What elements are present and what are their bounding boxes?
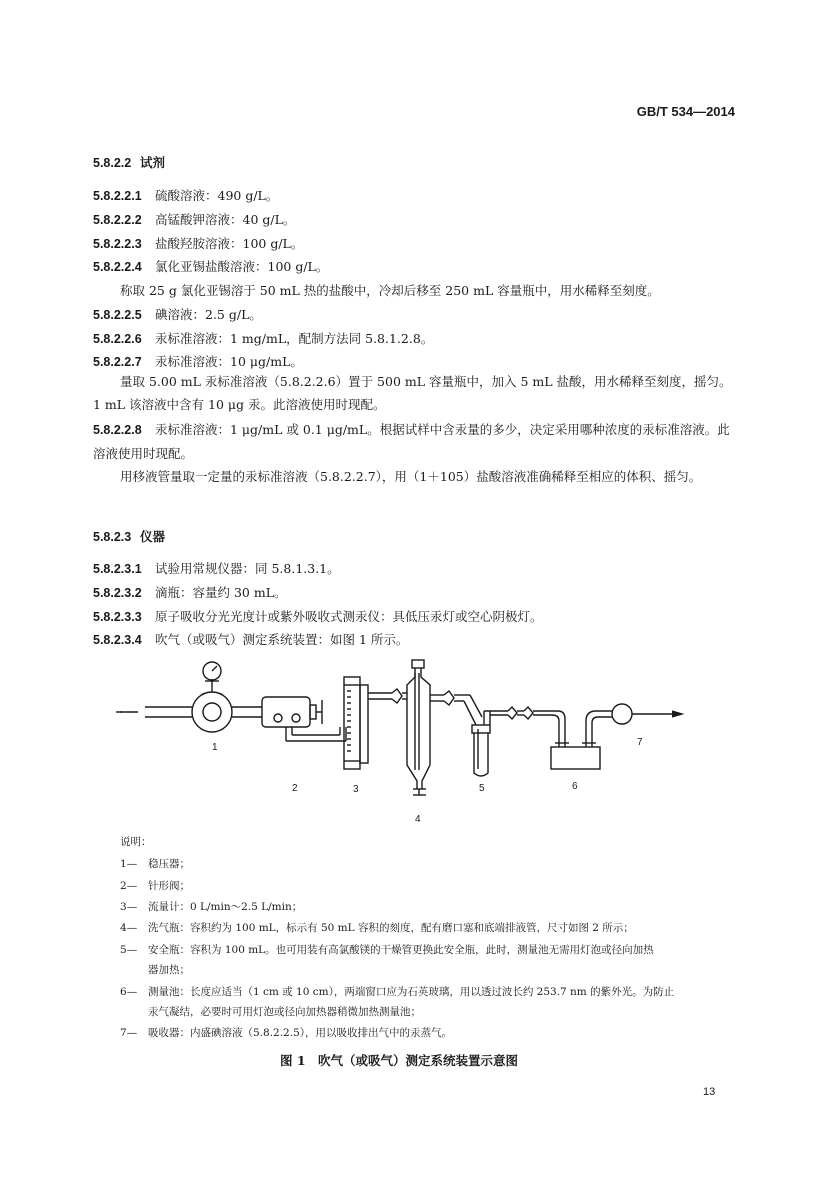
legend-item	[120, 1025, 452, 1040]
clause-number: 5.8.2.2.4	[93, 260, 142, 274]
reagent-line	[93, 186, 278, 204]
figure-label: 5	[479, 783, 485, 794]
figure-label: 6	[572, 781, 578, 792]
section-heading-apparatus	[93, 527, 165, 545]
legend-item	[120, 942, 654, 957]
clause-number: 5.8.2.3.2	[93, 586, 142, 600]
figure-label: 4	[415, 814, 421, 825]
clause-number: 5.8.2.2.6	[93, 332, 142, 346]
apparatus-diagram	[110, 655, 710, 830]
clause-text: 原子吸收分光光度计或紫外吸收式测汞仪：具低压汞灯或空心阴极灯。	[155, 609, 543, 624]
legend-item	[120, 984, 674, 999]
legend-text: 测量池：长度应适当（1 cm 或 10 cm），两端窗口应为石英玻璃，用以透过波长约 253.7 nm 的紫外光。为防止	[148, 986, 675, 998]
legend-text: 吸收器：内盛碘溶液（5.8.2.2.5），用以吸收排出气中的汞蒸气。	[148, 1027, 453, 1039]
legend-item	[120, 899, 302, 914]
legend-item	[120, 920, 634, 935]
legend-key: 3	[120, 901, 127, 913]
clause-number: 5.8.2.3.1	[93, 562, 142, 576]
figure-label: 7	[637, 737, 643, 748]
section-title: 仪器	[139, 529, 165, 544]
safety-bottle	[464, 695, 490, 776]
legend-sep: —	[126, 880, 138, 892]
clause-text: 滴瓶：容量约 30 mL。	[155, 585, 287, 600]
clause-text: 盐酸羟胺溶液：100 g/L。	[155, 236, 304, 251]
paragraph-tin-chloride: 称取 25 g 氯化亚锡溶于 50 mL 热的盐酸中，冷却后移至 250 mL 容量瓶中，用水稀释至刻度。	[120, 283, 660, 298]
section-number: 5.8.2.3	[93, 530, 132, 544]
legend-sep: —	[126, 922, 138, 934]
apparatus-line	[93, 583, 287, 601]
clause-number: 5.8.2.2.2	[93, 213, 142, 227]
reagent-line	[93, 257, 328, 275]
legend-item	[120, 856, 190, 871]
legend-text: 安全瓶：容积为 100 mL。也可用装有高氯酸镁的干燥管更换此安全瓶，此时，测量池无需用灯泡或径向加热	[148, 944, 654, 956]
apparatus-line	[93, 630, 408, 648]
figure-label: 2	[292, 783, 298, 794]
clause-number: 5.8.2.2.8	[93, 423, 142, 437]
measuring-cell	[551, 711, 610, 769]
section-heading-reagents	[93, 153, 165, 171]
paragraph-mercury-standard: 量取 5.00 mL 汞标准溶液（5.8.2.2.6）置于 500 mL 容量瓶中，加入 5 mL 盐酸，用水稀释至刻度，摇匀。1 mL 该溶液中含有 10 μg 汞。此溶液使用时现配。	[93, 374, 732, 412]
legend-text: 稳压器；	[148, 858, 190, 870]
legend-sep: —	[126, 986, 138, 998]
clause-text: 汞标准溶液：1 μg/mL 或 0.1 μg/mL。根据试样中含汞量的多少，决定采用哪种浓度的汞标准溶液。此溶液使用时现配。	[93, 422, 730, 461]
legend-key: 7	[120, 1027, 127, 1039]
clause-number: 5.8.2.2.3	[93, 237, 142, 251]
clause-number: 5.8.2.2.1	[93, 189, 142, 203]
legend-sep: —	[126, 901, 138, 913]
legend-text: 流量计：0 L/min～2.5 L/min；	[148, 901, 303, 913]
figure-caption: 图 1 吹气（或吸气）测定系统装置示意图	[280, 1053, 519, 1068]
section-title: 试剂	[139, 155, 165, 170]
clause-text: 氯化亚锡盐酸溶液：100 g/L。	[155, 259, 329, 274]
reagent-line	[93, 352, 303, 370]
standard-number: GB/T 534—2014	[636, 104, 735, 119]
clause-number: 5.8.2.2.5	[93, 308, 142, 322]
legend-sep: —	[126, 944, 138, 956]
gas-washing-bottle	[407, 660, 430, 795]
absorber	[610, 704, 682, 724]
reagent-line	[93, 210, 295, 228]
clause-number: 5.8.2.3.3	[93, 610, 142, 624]
legend-key: 2	[120, 880, 127, 892]
clause-text: 试验用常规仪器：同 5.8.1.3.1。	[155, 561, 340, 576]
pressure-regulator	[192, 662, 232, 732]
needle-valve	[262, 697, 346, 741]
figure-label: 1	[212, 742, 218, 753]
legend-sep: —	[126, 1027, 138, 1039]
apparatus-line	[93, 559, 340, 577]
legend-item-continuation: 器加热；	[148, 964, 190, 976]
clause-text: 硫酸溶液：490 g/L。	[155, 188, 279, 203]
legend-text: 洗气瓶：容积约为 100 mL，标示有 50 mL 容积的刻度，配有磨口塞和底端排液管，尺寸如图 2 所示；	[148, 922, 634, 934]
legend-key: 1	[120, 858, 127, 870]
legend-key: 6	[120, 986, 127, 998]
legend-text: 针形阀；	[148, 880, 190, 892]
legend-title: 说明：	[120, 836, 152, 848]
clause-text: 汞标准溶液：10 μg/mL。	[155, 354, 303, 369]
section-number: 5.8.2.2	[93, 156, 132, 170]
reagent-line-wrapped	[93, 418, 738, 465]
legend-item-continuation: 汞气凝结，必要时可用灯泡或径向加热器稍微加热测量池；	[148, 1006, 421, 1018]
page-number: 13	[703, 1086, 716, 1098]
reagent-line	[93, 305, 262, 323]
apparatus-line	[93, 607, 543, 625]
legend-sep: —	[126, 858, 138, 870]
reagent-line	[93, 234, 303, 252]
legend-key: 5	[120, 944, 127, 956]
figure-label: 3	[353, 784, 359, 795]
clause-text: 碘溶液：2.5 g/L。	[155, 307, 262, 322]
clause-text: 汞标准溶液：1 mg/mL，配制方法同 5.8.1.2.8。	[155, 331, 434, 346]
clause-number: 5.8.2.3.4	[93, 633, 142, 647]
clause-text: 吹气（或吸气）测定系统装置：如图 1 所示。	[155, 632, 409, 647]
reagent-line	[93, 329, 433, 347]
legend-item	[120, 878, 190, 893]
paragraph-dilution: 用移液管量取一定量的汞标准溶液（5.8.2.2.7），用（1＋105）盐酸溶液准确稀释至相应的体积、摇匀。	[120, 469, 702, 484]
flowmeter	[344, 677, 368, 769]
legend-key: 4	[120, 922, 127, 934]
clause-number: 5.8.2.2.7	[93, 355, 142, 369]
clause-text: 高锰酸钾溶液：40 g/L。	[155, 212, 296, 227]
